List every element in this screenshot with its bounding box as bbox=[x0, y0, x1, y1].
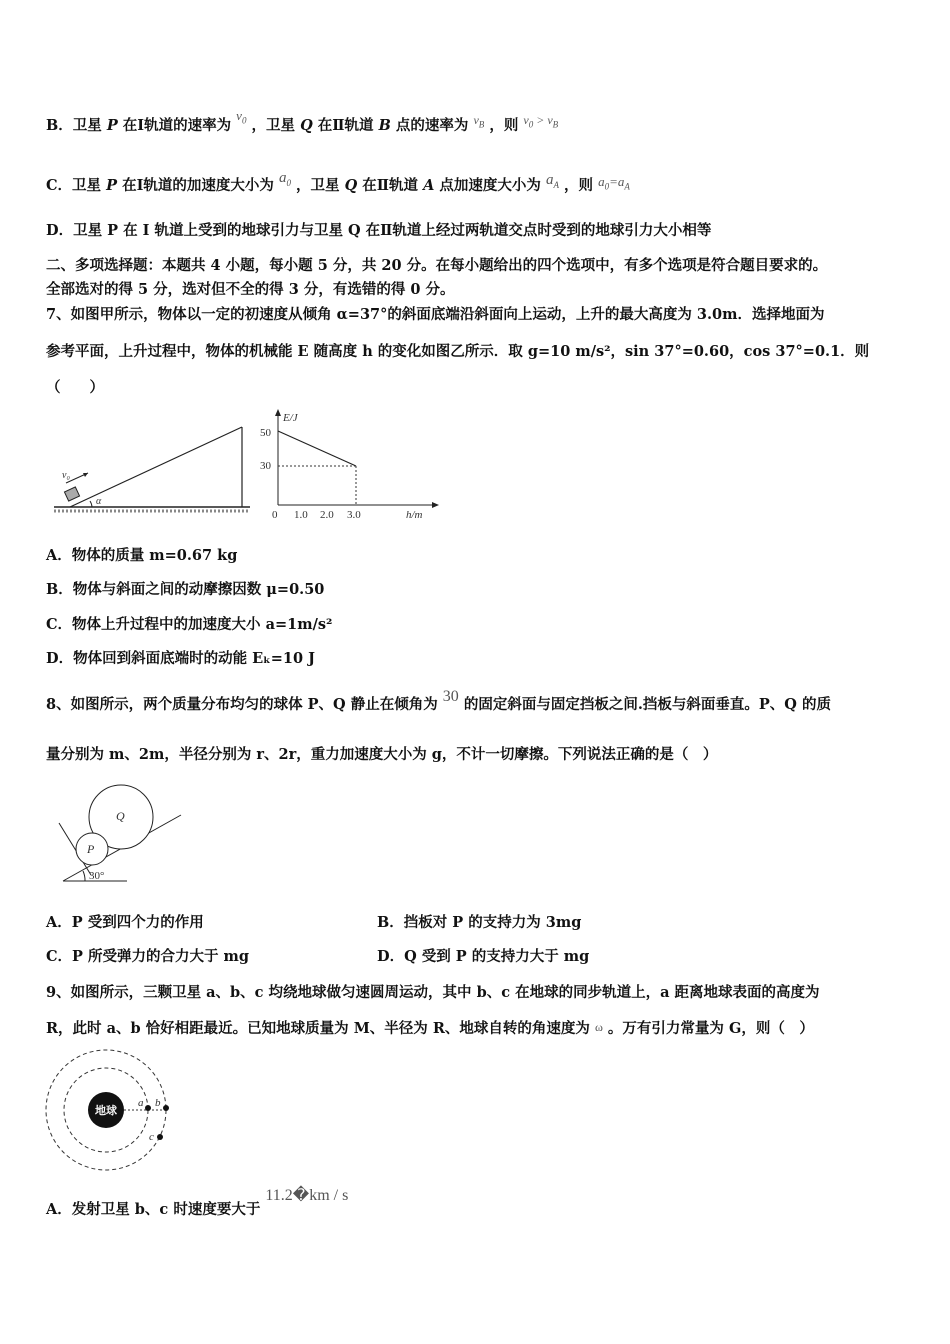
satellite-a bbox=[145, 1105, 151, 1111]
svg-text:0: 0 bbox=[272, 509, 278, 521]
escape-speed: 11.2�km / s bbox=[265, 1187, 349, 1204]
q7-option-c: C．物体上升过程中的加速度大小 a=1m/s² bbox=[46, 616, 333, 633]
q8-figure bbox=[55, 775, 185, 885]
svg-text:h/m: h/m bbox=[406, 509, 423, 521]
q7-figure bbox=[50, 405, 445, 525]
omega-symbol: ω bbox=[594, 1020, 603, 1034]
section-note: 全部选对的得 5 分，选对但不全的得 3 分，有选错的得 0 分。 bbox=[46, 281, 455, 298]
svg-text:3.0: 3.0 bbox=[347, 509, 361, 521]
section-heading: 二、多项选择题：本题共 4 小题，每小题 5 分，共 20 分。在每小题给出的四个选项中，有多个选项是符合题目要求的。 bbox=[46, 257, 828, 274]
q9-option-a: A．发射卫星 b、c 时速度要大于 11.2�km / s bbox=[46, 1187, 349, 1218]
svg-text:a: a bbox=[138, 1097, 144, 1109]
q8-stem-line2: 量分别为 m、2m，半径分别为 r、2r，重力加速度大小为 g，不计一切摩擦。下列说法正确的是（ ） bbox=[46, 746, 718, 763]
q7-answer-bracket: （ ） bbox=[46, 379, 104, 396]
alpha-label: α bbox=[96, 496, 102, 507]
svg-text:Q: Q bbox=[116, 809, 125, 823]
option-d-gravity: D．卫星 P 在 I 轨道上受到的地球引力与卫星 Q 在Ⅱ轨道上经过两轨道交点时受到的地球引力大小相等 bbox=[46, 222, 712, 239]
svg-text:b: b bbox=[155, 1097, 161, 1109]
q7-option-b: B．物体与斜面之间的动摩擦因数 μ=0.50 bbox=[46, 581, 325, 598]
svg-text:P: P bbox=[87, 842, 95, 856]
q7-option-a: A．物体的质量 m=0.67 kg bbox=[46, 547, 238, 564]
svg-text:50: 50 bbox=[260, 427, 271, 439]
q7-stem-line1: 7、如图甲所示，物体以一定的初速度从倾角 α=37°的斜面底端沿斜面向上运动，上升的最大高度为 3.0m．选择地面为 bbox=[46, 306, 825, 323]
q8-option-b: B．挡板对 P 的支持力为 3mg bbox=[377, 914, 582, 931]
q9-stem-line1: 9、如图所示，三颗卫星 a、b、c 均绕地球做匀速圆周运动，其中 b、c 在地球的同步轨道上，a 距离地球表面的高度为 bbox=[46, 984, 820, 1001]
option-c-satellite-acceleration: C．卫星 P 在I轨道的加速度大小为 $a_0$ ，卫星 Q 在Ⅱ轨道 A 点加速度大小为 $a_A$ ，则 $a_0=a_A$ bbox=[46, 170, 630, 194]
svg-text:30: 30 bbox=[260, 460, 271, 472]
q7-option-d: D．物体回到斜面底端时的动能 Eₖ=10 J bbox=[46, 650, 315, 667]
satellite-c bbox=[157, 1134, 163, 1140]
q9-figure bbox=[42, 1048, 182, 1172]
svg-text:地球: 地球 bbox=[95, 1105, 117, 1117]
satellite-b bbox=[163, 1105, 169, 1111]
svg-text:c: c bbox=[149, 1131, 154, 1143]
angle-30: 30 bbox=[442, 688, 459, 705]
q8-option-a: A．P 受到四个力的作用 bbox=[46, 914, 204, 931]
option-b-satellite-speed: B．卫星 P 在I轨道的速率为 $v_0$ ，卫星 Q 在Ⅱ轨道 B 点的速率为 $^{v_B}$ ，则 $^{v_0 > v_B}$ bbox=[46, 108, 559, 134]
q9-stem-line2: R，此时 a、b 恰好相距最近。已知地球质量为 M、半径为 R、地球自转的角速度为 ω 。万有引力常量为 G，则（ ） bbox=[46, 1020, 814, 1037]
svg-text:2.0: 2.0 bbox=[320, 509, 334, 521]
svg-text:30°: 30° bbox=[89, 870, 105, 882]
q8-option-d: D．Q 受到 P 的支持力大于 mg bbox=[377, 948, 590, 965]
svg-text:E/J: E/J bbox=[283, 412, 298, 424]
q7-stem-line2: 参考平面，上升过程中，物体的机械能 E 随高度 h 的变化如图乙所示．取 g=10 m/s²，sin 37°=0.60，cos 37°=0.1．则 bbox=[46, 343, 870, 360]
v0-label: v₀ bbox=[62, 470, 70, 481]
q8-stem-line1: 8、如图所示，两个质量分布均匀的球体 P、Q 静止在倾角为 30 的固定斜面与固定挡板之间.挡板与斜面垂直。P、Q 的质 bbox=[46, 688, 831, 713]
svg-text:1.0: 1.0 bbox=[294, 509, 308, 521]
q8-option-c: C．P 所受弹力的合力大于 mg bbox=[46, 948, 250, 965]
